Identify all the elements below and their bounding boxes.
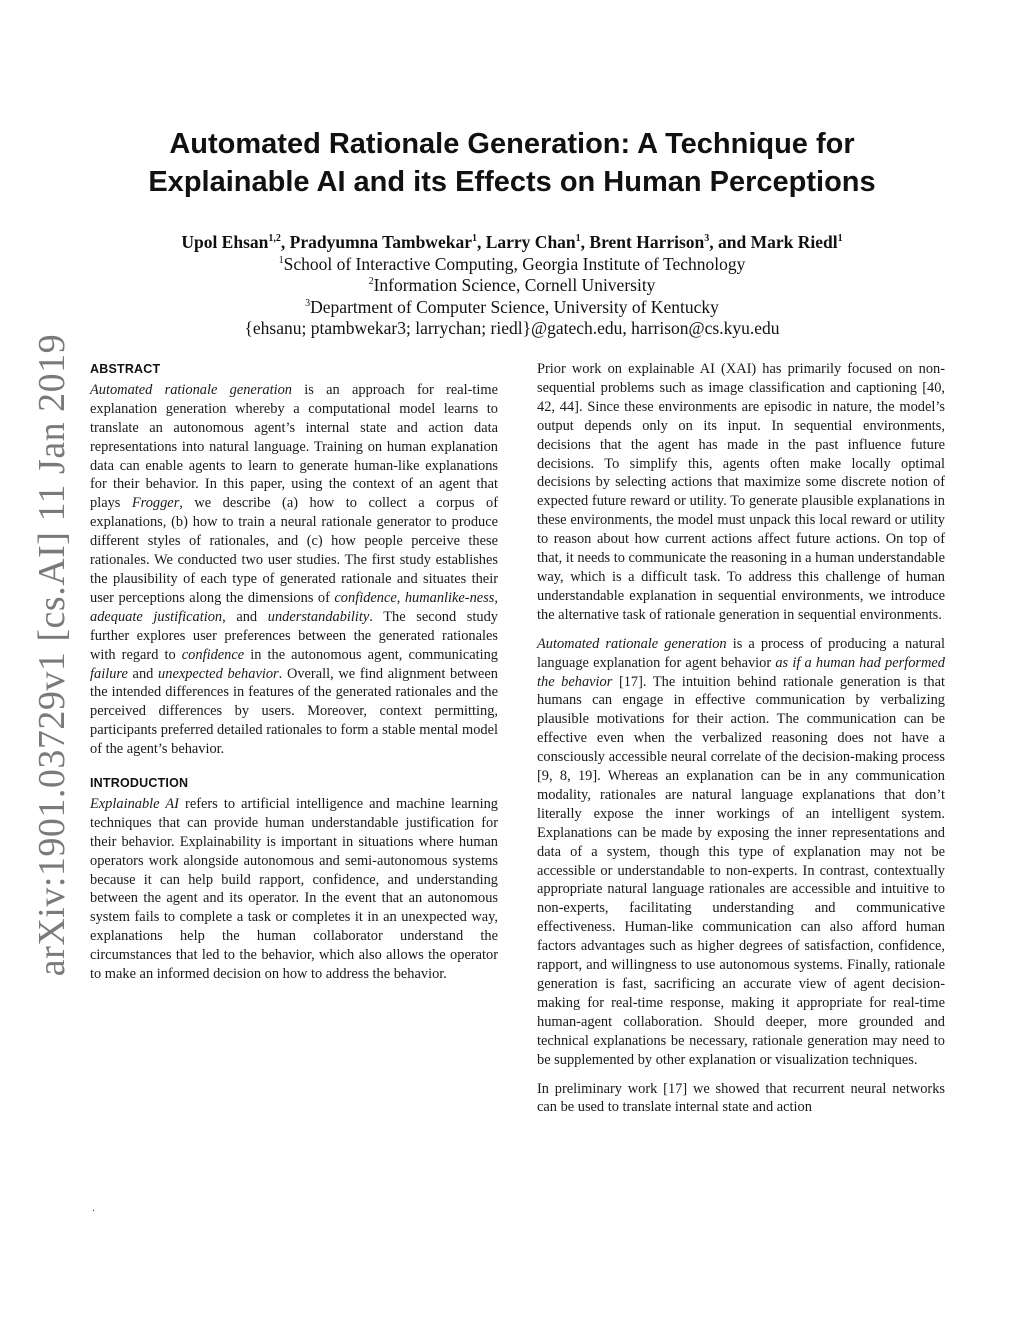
text-run: . Overall, we find alignment between the intended differences in features of the generated rationales and the perceived differences by users. Moreover, context permitting, participants preferred detailed rationales to form a stable mental model of the agent’s behavior. — [90, 665, 498, 758]
paragraph-rationale-generation — [537, 635, 945, 1070]
emphasis: Automated rationale generation — [90, 381, 293, 398]
text-run: , and — [222, 608, 268, 625]
paragraph-gap — [537, 625, 945, 635]
introduction-text — [90, 795, 498, 984]
text-run: and — [127, 665, 159, 682]
emphasis: Explainable AI — [90, 795, 179, 812]
affil-marker: 2 — [368, 276, 374, 288]
text-run: , — [396, 589, 405, 606]
affil-marker: 3 — [305, 297, 311, 309]
text-run: refers to artificial intelligence and machine learning techniques that can provide human understandable justification for their behavior. Explainability is important in situations where human operators work alongside autonomous and semi-autonomous systems because it can help build rapport, confidence, and understanding between the agent and its operator. In the event that an autonomous system fails to complete a task or completes it in an unexpected way, explanations help the human collaborator understand the circumstances that led to the behavior, which also allows the operator to make an informed decision on how to address the behavior. — [90, 795, 498, 983]
author-affil-marker: 1 — [575, 233, 581, 245]
affiliation-3 — [0, 297, 1024, 319]
emphasis: confidence — [334, 589, 397, 606]
paragraph-gap — [537, 1070, 945, 1080]
title-line-2: Explainable AI and its Effects on Human Perceptions — [148, 166, 876, 198]
emphasis: confidence — [181, 646, 245, 663]
paragraph-prior-work: Prior work on explainable AI (XAI) has primarily focused on non-sequential problems such as image classification and captioning [40, 42, 44]. Since these environments are episodic in nature, the model’s output depends only on its input. In sequential environments, decisions that the agent has made in the past influence future decisions. To simplify this, agents often make locally optimal decisions by selecting actions that maximize some discrete notion of expected future reward or utility. To generate plausible explanations in these environments, the model must unpack this local reward or utility to reason about how current actions affect future actions. On top of that, it needs to communicate the reasoning in a human understandable way, which is a difficult task. To address this challenge of human understandable explanation in sequential environments, we introduce the alternative task of rationale generation in sequential environments. — [537, 361, 946, 623]
right-column — [537, 360, 945, 1117]
emphasis: failure — [90, 665, 128, 682]
author-name: , Pradyumna Tambwekar — [280, 232, 472, 252]
affil-text: School of Interactive Computing, Georgia Institute of Technology — [283, 253, 746, 274]
text-run: is an approach for real-time explanation generation whereby a computational model learns to translate an autonomous agent’s internal state and action data representations into natural language. Training on human explanation data can enable agents to learn to generate human-like explanations for their behavior. In this paper, using the context of an agent that plays — [90, 381, 499, 512]
author-name: , and Mark Riedl — [709, 232, 838, 252]
author-affil-marker: 3 — [704, 233, 710, 245]
affiliation-2 — [0, 275, 1024, 297]
emphasis: as if a human had performed the behavior — [537, 654, 945, 690]
text-run: [17]. The intuition behind rationale generation is that humans can engage in effective communication by verbalizing plausible motivations for their action. The communication can be effective even when the verbalized reasoning does not have a consciously accessible neural correlate of the decision-making process [9, 8, 19]. Whereas an explanation can be in any communication modality, rationales are natural language explanations that don’t literally expose the inner workings of an intelligent system. Explanations can be made by exposing the inner representations and data of a system, though this type of explanation may not be accessible or understandable to non-experts. In contrast, contextually appropriate natural language rationales are accessible and intuitive to non-experts, facilitating understanding and communicative effectiveness. Human-like communication can also afford human factors advantages such as higher degrees of satisfaction, confidence, rapport, and willingness to use autonomous systems. Finally, rationale generation is fast, sacrificing an accurate view of agent decision-making for real-time response, making it appropriate for real-time human-agent collaboration. Should deeper, more grounded and technical explanations be necessary, rationale generation may need to be supplemented by other explanation or visualization techniques. — [537, 673, 945, 1068]
author-name: , Larry Chan — [476, 232, 576, 252]
author-name: , Brent Harrison — [580, 232, 705, 252]
author-affil-marker: 1,2 — [268, 233, 281, 245]
affil-text: Department of Computer Science, University of Kentucky — [310, 296, 719, 317]
emphasis: Frogger — [131, 495, 180, 512]
affil-text: Information Science, Cornell University — [373, 275, 656, 295]
left-column — [90, 360, 498, 984]
author-affil-marker: 1 — [471, 233, 477, 245]
author-affil-marker: 1 — [837, 233, 843, 245]
author-block — [0, 232, 1024, 340]
emphasis: humanlike-ness — [404, 589, 495, 606]
emphasis: Automated rationale generation — [537, 635, 727, 652]
text-run: . The second study further explores user preferences between the generated rationales with regard to — [90, 608, 498, 663]
author-name: Upol Ehsan — [181, 232, 269, 252]
text-run: , we describe (a) how to collect a corpus of explanations, (b) how to train a neural rationale generator to produce different styles of rationales, and (c) how people perceive these rationales. We conducted two user studies. The first study establishes the plausibility of each type of generated rationale and situates their user perceptions along the dimensions of — [90, 495, 498, 606]
text-run: , — [494, 589, 498, 606]
abstract-text — [90, 381, 498, 759]
affil-marker: 1 — [278, 254, 284, 266]
emphasis: understandability — [267, 608, 370, 625]
emphasis: adequate justification — [90, 608, 223, 625]
affiliation-1 — [0, 254, 1024, 276]
footer-mark: . — [92, 1200, 95, 1214]
section-gap — [90, 759, 498, 774]
title-line-1: Automated Rationale Generation: A Technique for — [169, 128, 855, 160]
introduction-heading: INTRODUCTION — [90, 776, 189, 791]
abstract-heading: ABSTRACT — [90, 362, 161, 376]
text-run: in the autonomous agent, communicating — [244, 646, 498, 663]
author-emails: {ehsanu; ptambwekar3; larrychan; riedl}@gatech.edu, harrison@cs.kyu.edu — [244, 318, 780, 338]
emphasis: unexpected behavior — [158, 665, 279, 682]
text-run: is a process of producing a natural language explanation for agent behavior — [537, 635, 945, 671]
paper-title — [0, 125, 1024, 201]
author-list — [0, 232, 1024, 254]
paragraph-preliminary-work: In preliminary work [17] we showed that recurrent neural networks can be used to translate internal state and action — [537, 1080, 945, 1116]
arxiv-stamp: arXiv:1901.03729v1 [cs.AI] 11 Jan 2019 — [31, 333, 73, 977]
